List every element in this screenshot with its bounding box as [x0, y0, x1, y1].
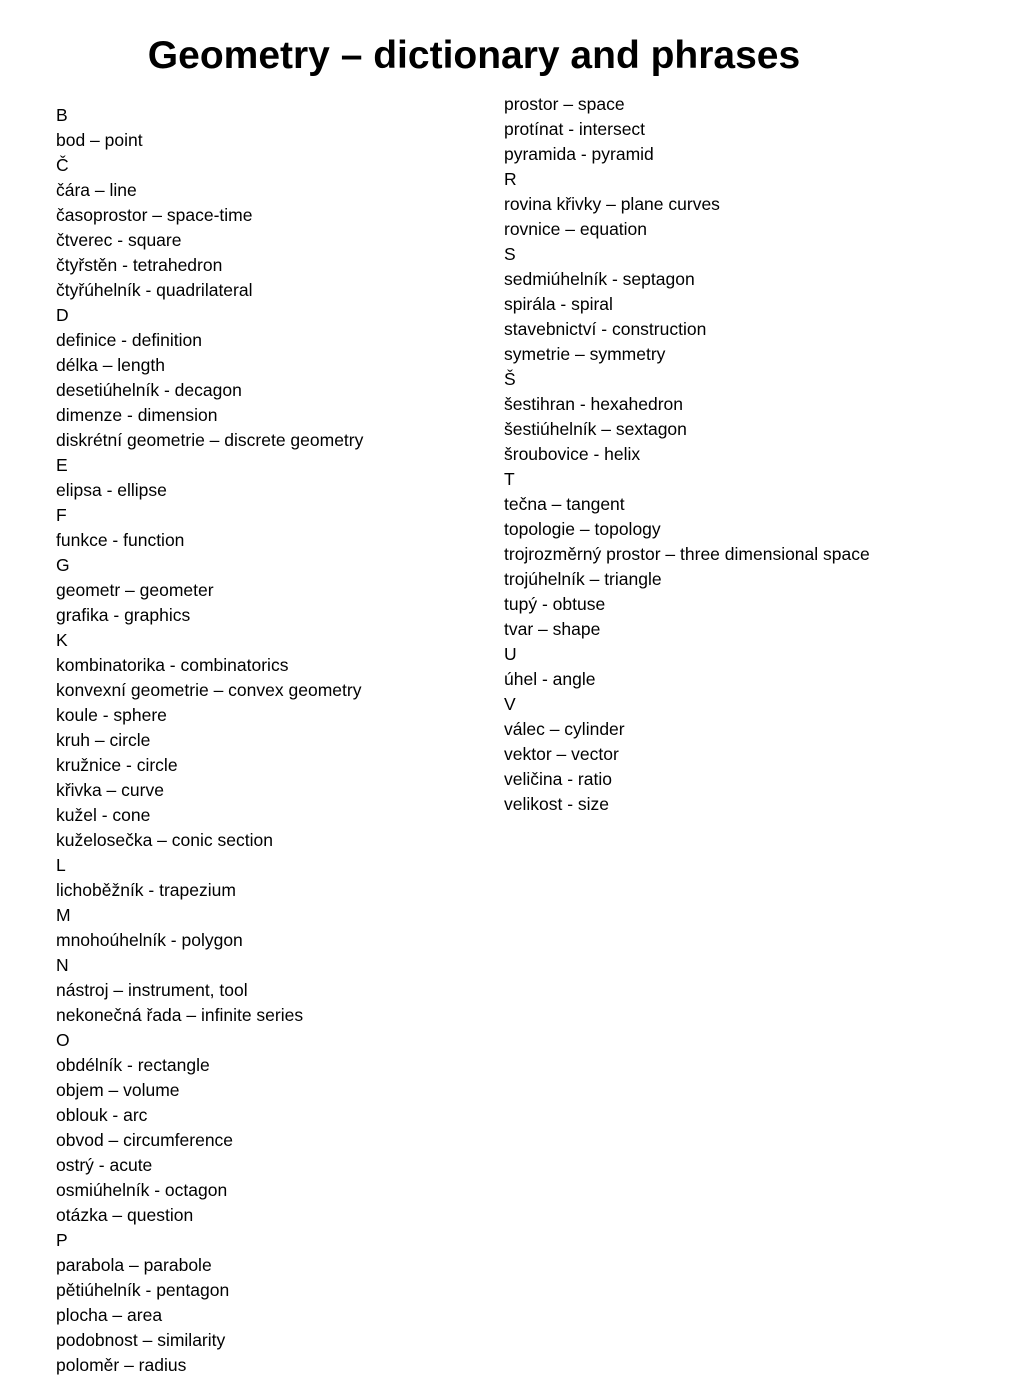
glossary-line: grafika - graphics	[56, 605, 191, 625]
glossary-line: S	[504, 244, 516, 264]
glossary-line: desetiúhelník - decagon	[56, 380, 242, 400]
glossary-line: konvexní geometrie – convex geometry	[56, 680, 362, 700]
glossary-line: poloměr – radius	[56, 1355, 187, 1375]
glossary-line: rovina křivky – plane curves	[504, 194, 720, 214]
glossary-line: dimenze - dimension	[56, 405, 218, 425]
glossary-line: parabola – parabole	[56, 1255, 212, 1275]
glossary-line: tvar – shape	[504, 619, 601, 639]
glossary-line: trojrozměrný prostor – three dimensional space	[504, 544, 870, 564]
glossary-line: Č	[56, 155, 69, 175]
glossary-line: kombinatorika - combinatorics	[56, 655, 289, 675]
glossary-line: D	[56, 305, 69, 325]
glossary-line: N	[56, 955, 69, 975]
glossary-line: otázka – question	[56, 1205, 194, 1225]
glossary-line: B	[56, 105, 68, 125]
glossary-line: G	[56, 555, 70, 575]
glossary-line: nástroj – instrument, tool	[56, 980, 248, 1000]
glossary-line: plocha – area	[56, 1305, 163, 1325]
glossary-line: obvod – circumference	[56, 1130, 234, 1150]
glossary-line: kruh – circle	[56, 730, 151, 750]
glossary-line: tupý - obtuse	[504, 594, 606, 614]
glossary-line: objem – volume	[56, 1080, 180, 1100]
glossary-line: veličina - ratio	[504, 769, 612, 789]
glossary-line: ostrý - acute	[56, 1155, 153, 1175]
glossary-line: velikost - size	[504, 794, 610, 814]
glossary-line: koule - sphere	[56, 705, 167, 725]
glossary-line: kružnice - circle	[56, 755, 178, 775]
glossary-line: bod – point	[56, 130, 143, 150]
glossary-line: oblouk - arc	[56, 1105, 148, 1125]
glossary-line: šestihran - hexahedron	[504, 394, 683, 414]
glossary-line: pyramida - pyramid	[504, 144, 654, 164]
glossary-line: topologie – topology	[504, 519, 661, 539]
glossary-line: U	[504, 644, 517, 664]
glossary-line: E	[56, 455, 68, 475]
page-title: Geometry – dictionary and phrases	[147, 34, 801, 77]
glossary-line: čtverec - square	[56, 230, 182, 250]
glossary-line: osmiúhelník - octagon	[56, 1180, 228, 1200]
glossary-line: vektor – vector	[504, 744, 619, 764]
glossary-line: šestiúhelník – sextagon	[504, 419, 687, 439]
glossary-line: šroubovice - helix	[504, 444, 641, 464]
glossary-line: čtyřúhelník - quadrilateral	[56, 280, 253, 300]
glossary-line: tečna – tangent	[504, 494, 625, 514]
glossary-line: R	[504, 169, 517, 189]
glossary-line: kuželosečka – conic section	[56, 830, 273, 850]
glossary-line: V	[504, 694, 516, 714]
glossary-line: funkce - function	[56, 530, 185, 550]
glossary-line: K	[56, 630, 68, 650]
glossary-line: diskrétní geometrie – discrete geometry	[56, 430, 364, 450]
glossary-line: nekonečná řada – infinite series	[56, 1005, 304, 1025]
glossary-column-right	[504, 92, 870, 817]
glossary-line: křivka – curve	[56, 780, 164, 800]
glossary-line: trojúhelník – triangle	[504, 569, 662, 589]
glossary-line: geometr – geometer	[56, 580, 214, 600]
glossary-line: rovnice – equation	[504, 219, 648, 239]
glossary-line: spirála - spiral	[504, 294, 613, 314]
glossary-line: časoprostor – space-time	[56, 205, 253, 225]
glossary-line: úhel - angle	[504, 669, 596, 689]
glossary-line: čára – line	[56, 180, 137, 200]
glossary-line: délka – length	[56, 355, 165, 375]
glossary-line: elipsa - ellipse	[56, 480, 167, 500]
glossary-line: čtyřstěn - tetrahedron	[56, 255, 223, 275]
glossary-line: O	[56, 1030, 70, 1050]
glossary-line: Š	[504, 369, 516, 389]
glossary-line: stavebnictví - construction	[504, 319, 707, 339]
glossary-column-left	[56, 103, 363, 1378]
glossary-line: prostor – space	[504, 94, 625, 114]
glossary-line: sedmiúhelník - septagon	[504, 269, 695, 289]
glossary-line: kužel - cone	[56, 805, 151, 825]
glossary-line: symetrie – symmetry	[504, 344, 666, 364]
glossary-line: válec – cylinder	[504, 719, 625, 739]
glossary-line: P	[56, 1230, 68, 1250]
glossary-line: T	[504, 469, 515, 489]
glossary-line: F	[56, 505, 67, 525]
glossary-line: pětiúhelník - pentagon	[56, 1280, 230, 1300]
glossary-line: lichoběžník - trapezium	[56, 880, 236, 900]
glossary-line: mnohoúhelník - polygon	[56, 930, 243, 950]
glossary-line: obdélník - rectangle	[56, 1055, 210, 1075]
glossary-line: protínat - intersect	[504, 119, 646, 139]
glossary-line: L	[56, 855, 66, 875]
glossary-line: M	[56, 905, 71, 925]
glossary-line: definice - definition	[56, 330, 202, 350]
glossary-line: podobnost – similarity	[56, 1330, 226, 1350]
